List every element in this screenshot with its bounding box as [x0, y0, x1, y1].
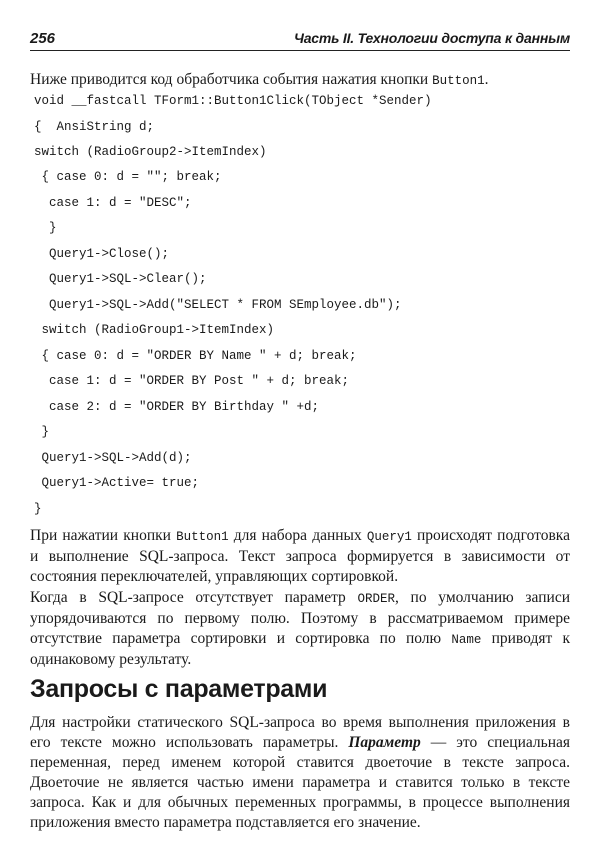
- intro-code: Button1: [432, 74, 485, 88]
- code-line-7: Query1->Close();: [34, 247, 170, 261]
- code-line-2: { AnsiString d;: [34, 120, 155, 134]
- para3-term: Параметр: [348, 734, 421, 751]
- code-line-17: }: [34, 502, 42, 516]
- code-line-1: void __fastcall TForm1::Button1Click(TObject *Sender): [34, 94, 432, 108]
- para1-code-2: Query1: [366, 530, 412, 544]
- para1-code-1: Button1: [176, 530, 229, 544]
- para1-text-2: для набора данных: [228, 527, 367, 544]
- page-header: [30, 28, 570, 51]
- code-line-14: }: [34, 425, 50, 439]
- code-line-12: case 1: d = "ORDER BY Post " + d; break;: [34, 374, 350, 388]
- paragraph-parameters: [30, 713, 570, 833]
- code-line-9: Query1->SQL->Add("SELECT * FROM SEmployee.db");: [34, 298, 402, 312]
- intro-text: Ниже приводится код обработчика события нажатия кнопки: [30, 71, 433, 88]
- para2-text-3: приводят к одинаковому результату.: [30, 630, 570, 668]
- code-line-8: Query1->SQL->Clear();: [34, 272, 207, 286]
- para2-text-2: , по умолчанию записи упорядочиваются по первому полю. Поэтому в рассматриваемом примере отсутствие параметра сортировки и сортировка по полю: [30, 589, 570, 647]
- para1-text-1: При нажатии кнопки: [30, 527, 177, 544]
- para3-text-1: Для настройки статического SQL-запроса во время выполнения приложения в его тексте можно использовать параметры.: [30, 714, 570, 751]
- para1-text-3: происходят подготовка и выполнение SQL-запроса. Текст запроса формируется в зависимости от состояния переключателей, управляющих сортировкой.: [30, 527, 570, 585]
- para2-code-2: Name: [451, 633, 482, 647]
- code-line-11: { case 0: d = "ORDER BY Name " + d; break;: [34, 349, 357, 363]
- code-line-15: Query1->SQL->Add(d);: [34, 451, 192, 465]
- code-line-6: }: [34, 221, 57, 235]
- paragraph-order-default: [30, 588, 570, 670]
- page-number: 256: [30, 30, 56, 47]
- code-line-3: switch (RadioGroup2->ItemIndex): [34, 145, 267, 159]
- section-heading: Запросы с параметрами: [30, 675, 328, 703]
- code-line-10: switch (RadioGroup1->ItemIndex): [34, 323, 275, 337]
- intro-sentence: [30, 70, 575, 91]
- running-title: Часть II. Технологии доступа к данным: [293, 30, 570, 46]
- intro-end: .: [484, 71, 489, 88]
- paragraph-button-click: [30, 526, 570, 587]
- para2-code-1: ORDER: [357, 592, 395, 606]
- para3-text-2: — это специальная переменная, перед именем которой ставится двоеточие в тексте запроса. Двоеточие не является частью имени параметра и ставится только в тексте запроса. Как и для обычных переменных программы, в процессе выполнения приложения вместо параметра подставляется его значение.: [30, 734, 570, 831]
- code-line-16: Query1->Active= true;: [34, 476, 200, 490]
- code-line-5: case 1: d = "DESC";: [34, 196, 192, 210]
- para2-text-1: Когда в SQL-запросе отсутствует параметр: [30, 589, 358, 606]
- code-line-4: { case 0: d = ""; break;: [34, 170, 222, 184]
- code-line-13: case 2: d = "ORDER BY Birthday " +d;: [34, 400, 320, 414]
